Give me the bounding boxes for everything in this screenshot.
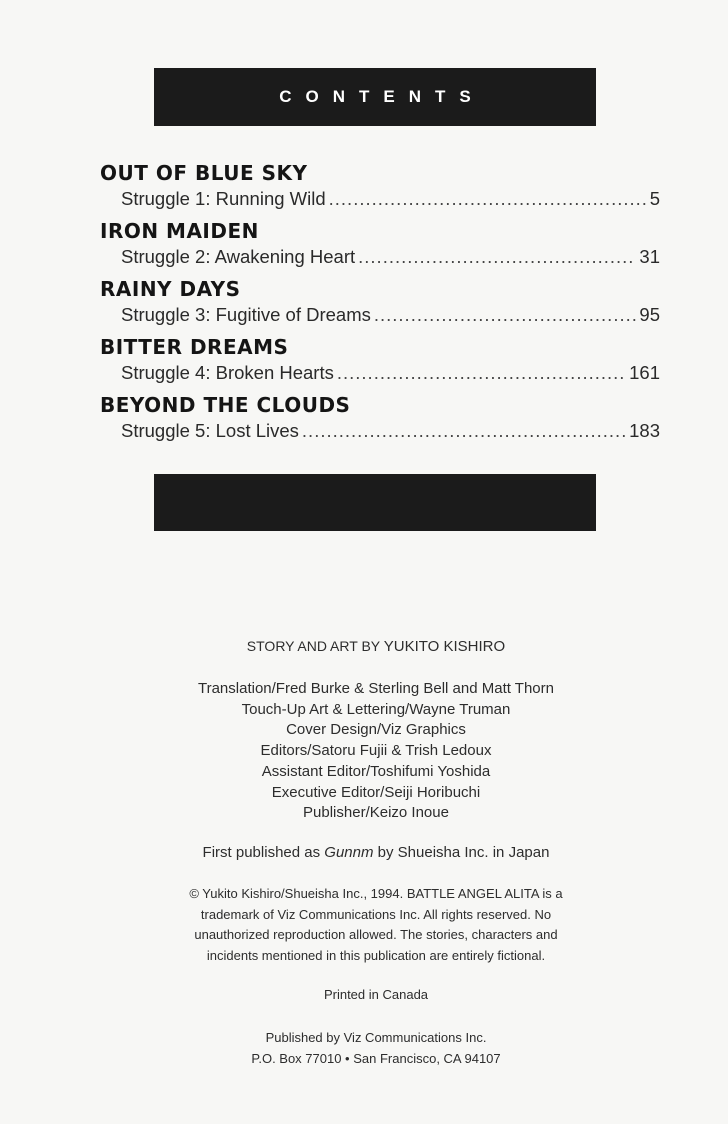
toc-entry[interactable]: [100, 334, 660, 386]
struggle-title: Struggle 5: Lost Lives: [121, 420, 299, 441]
struggle-title: Struggle 2: Awakening Heart: [121, 246, 356, 267]
first-published-suffix: by Shueisha Inc. in Japan: [377, 844, 550, 861]
struggle-title: Struggle 3: Fugitive of Dreams: [121, 304, 371, 325]
printed-in: Printed in Canada: [323, 987, 429, 1002]
page-number: 31: [639, 246, 660, 267]
dot-leader: [302, 418, 626, 444]
credit-line: Publisher/Keizo Inoue: [303, 804, 449, 822]
page-number: 183: [629, 420, 660, 441]
staff-credits: [100, 679, 652, 824]
publisher-line: P.O. Box 77010 • San Francisco, CA 94107: [251, 1050, 501, 1066]
credit-line: Editors/Satoru Fujii & Trish Ledoux: [260, 742, 492, 760]
struggle-title: Struggle 4: Broken Hearts: [121, 362, 334, 383]
credit-line: Executive Editor/Seiji Horibuchi: [271, 783, 481, 801]
first-published-line: [100, 844, 652, 861]
credit-line: Translation/Fred Burke & Sterling Bell and Matt Thorn: [197, 680, 554, 697]
dot-leader: [374, 302, 637, 328]
struggle-line: [121, 418, 660, 444]
chapter-title: BITTER DREAMS: [100, 335, 289, 359]
table-of-contents: [100, 160, 660, 450]
legal-notice: [100, 884, 652, 966]
credit-line: Touch-Up Art & Lettering/Wayne Truman: [241, 700, 511, 718]
legal-line: trademark of Viz Communications Inc. All rights reserved. No: [200, 906, 552, 922]
struggle-line: [121, 302, 660, 328]
dot-leader: [329, 186, 647, 212]
publisher-address: [100, 1028, 652, 1069]
struggle-line: [121, 244, 660, 270]
toc-entry[interactable]: [100, 160, 660, 212]
page-number: 95: [639, 304, 660, 325]
struggle-line: [121, 360, 660, 386]
chapter-title: RAINY DAYS: [100, 277, 241, 301]
dot-leader: [358, 244, 636, 270]
page-number: 161: [629, 362, 660, 383]
toc-entry[interactable]: [100, 276, 660, 328]
legal-line: incidents mentioned in this publication are entirely fictional.: [206, 947, 546, 963]
credit-line: Cover Design/Viz Graphics: [286, 721, 466, 739]
struggle-title: Struggle 1: Running Wild: [121, 188, 326, 209]
struggle-line: [121, 186, 660, 212]
credit-line: Assistant Editor/Toshifumi Yoshida: [261, 762, 491, 780]
legal-line: unauthorized reproduction allowed. The stories, characters and: [194, 927, 558, 942]
publisher-line: Published by Viz Communications Inc.: [265, 1030, 487, 1045]
story-credit: [100, 638, 652, 655]
chapter-title: OUT OF BLUE SKY: [100, 161, 308, 185]
dot-leader: [337, 360, 626, 386]
contents-title: CONTENTS: [279, 87, 485, 106]
story-prefix: STORY AND ART BY: [246, 638, 380, 654]
chapter-title: BEYOND THE CLOUDS: [100, 393, 351, 417]
original-title: Gunnm: [324, 844, 374, 861]
toc-entry[interactable]: [100, 392, 660, 444]
toc-entry[interactable]: [100, 218, 660, 270]
story-author: YUKITO KISHIRO: [383, 638, 506, 655]
page-number: 5: [649, 188, 660, 209]
first-published-prefix: First published as: [202, 844, 321, 861]
legal-line: © Yukito Kishiro/Shueisha Inc., 1994. BATTLE ANGEL ALITA is a: [189, 886, 563, 901]
divider-bar: [154, 474, 596, 531]
chapter-title: IRON MAIDEN: [100, 219, 259, 243]
contents-header-bar: [154, 68, 596, 126]
